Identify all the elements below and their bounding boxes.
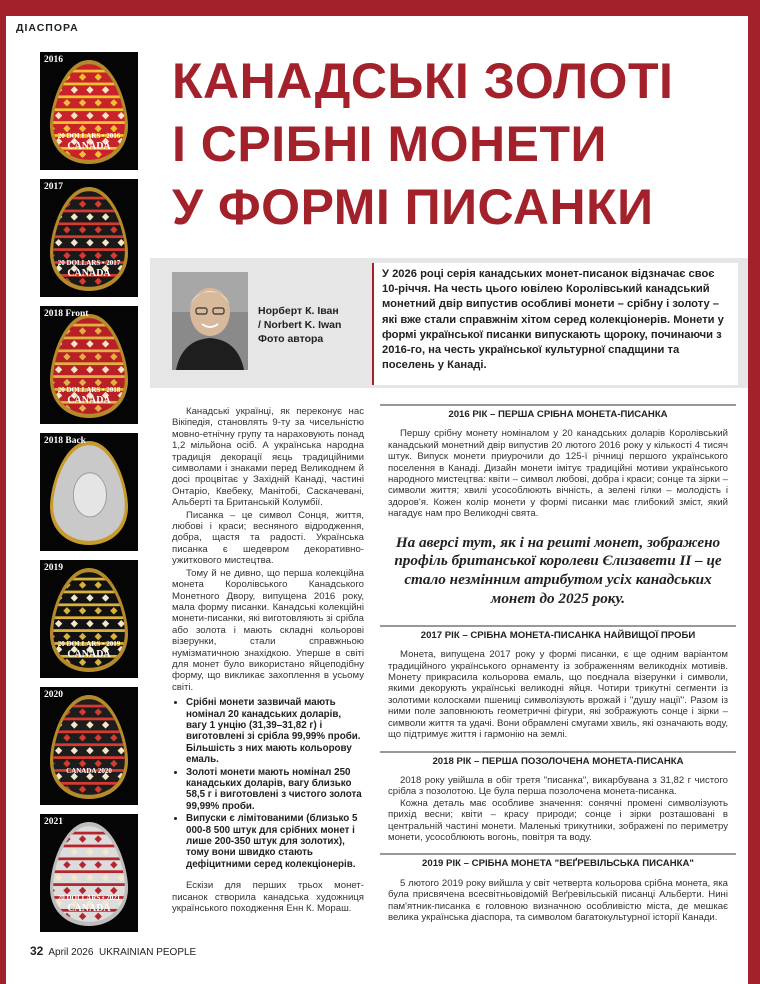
left-red-bar [0,16,6,984]
left-paragraph: Тому й не дивно, що перша колекційна монета Королівського Канадського Монетного Двору, випущена 2016 року, мала форму писанки. Канадські колекційні монети-писанки, які виготовляють зі срібла або золота і мають складні кольорові візерунки, стали справжньою нумізматичною знахідкою. Уперше в світі для монет було використано яйцеподібну форму, що викликає захоплення в усьому світі. [172,567,364,693]
fact-item: • Срібні монети зазвичай мають номінал 20 канадських доларів, вагу 1 унцію (31,39–31,82 г) і виготовлені зі срібла 99,99% проби. Більшість з них мають кольорову емаль. [186,697,364,765]
author-portrait-image [172,272,248,370]
fact-item: • Випуски є лімітованими (близько 5 000-8 500 штук для срібних монет і лише 200-350 штук для золотих), тому вони швидко стають дефіцитними серед колекціонерів. [186,813,364,870]
section-text-2019: 5 лютого 2019 року вийшла у світ четверта кольорова срібна монета, яка була присвячена всесвітньовідомій Веґревільській писанці Альберти. Нині пам'ятник-писанка є головною визначною особливістю міста, де мешкає велика українська діаспора, та символом багатокультурної історії Канади. [388,877,728,923]
issue-date: April 2026 [48,947,94,958]
coin-tile [40,687,138,805]
section-heading-2017: 2017 РІК – СРІБНА МОНЕТА-ПИСАНКА НАЙВИЩОЇ ПРОБИ [380,625,736,641]
coin-year-label: 2017 [44,182,63,192]
headline-line-1: КАНАДСЬКІ ЗОЛОТІ [172,53,674,109]
coin-year-label: 2021 [44,817,63,827]
author-photo [172,272,248,370]
left-column [172,406,364,915]
author-name-ua: Норберт К. Іван [258,305,339,317]
egg-coin-image [40,306,138,424]
coin-country: CANADA [67,141,111,152]
coin-gallery [40,52,138,941]
lead-accent-line [372,263,374,385]
section-heading-2018: 2018 РІК – ПЕРША ПОЗОЛОЧЕНА МОНЕТА-ПИСАНКА [380,751,736,767]
coin-tile [40,433,138,551]
headline [172,50,732,239]
coin-legend: 20 DOLLARS • 2021 [57,894,121,902]
coin-country: CANADA [67,903,111,914]
egg-coin-image [40,560,138,678]
coin-year-label: 2018 Back [44,436,86,446]
fact-item: • Золоті монети мають номінал 250 канадських доларів, вагу близько 58,5 г і виготовлені з чистого золота 99,99% проби. [186,767,364,813]
author-credit [258,304,362,346]
right-column [380,404,736,923]
coin-country: CANADA [67,649,111,660]
egg-coin-image [40,814,138,932]
magazine-name: UKRAINIAN PEOPLE [98,947,197,958]
author-name-en: / Norbert K. Iwan [258,319,342,331]
section-text-2017: Монета, випущена 2017 року у формі писанки, є ще одним варіантом традиційного українського орнаменту із зображенням великодніх мотивів. Монету прикрасила кольорова емаль, що поєднала візерунки і символи, якими декорують українські великодні яйця. Чотири трикутні сегменти із золотими колосками пшениці символізують врожай і "душу нації". Разом із ними поле заповнюють геометричні фігури, які зображують сонце і зірки – символи життя та удачі. Вони обрамлені смугами хвиль, які означають воду, що підтримує життя і гармонію на землі. [388,649,728,741]
left-paragraph: Писанка – це символ Сонця, життя, любові і краси; весняного відродження, добра, щастя та радості. Українська писанка є шедевром декоративно-ужиткового мистецтва. [172,509,364,567]
egg-coin-image [40,179,138,297]
section-heading-2016: 2016 РІК – ПЕРША СРІБНА МОНЕТА-ПИСАНКА [380,404,736,420]
section-text-2016: Першу срібну монету номіналом у 20 канадських доларів Королівський канадський монетний двір випустив 20 лютого 2016 року у кількості 4 тисяч штук. Випуск монети приурочили до 125-ї річниці першого українського поселення в Канаді. Дизайн монети імітує традиційні мотиви українського народного мистецтва: квіти – символ любові, добра і краси; сонце та зірки – символи життя; хвилі усособлюють вічність, а зелені гілки – молодість і здоров'я. Кожен колір монети у формі писанки має глибокий зміст, який нагадує нам про Великодні свята. [388,428,728,520]
coin-year-label: 2018 Front [44,309,89,319]
coin-tile [40,560,138,678]
headline-line-3: У ФОРМІ ПИСАНКИ [172,179,654,235]
page-footer [30,944,196,958]
coin-tile [40,814,138,932]
coin-legend: 20 DOLLARS • 2018 [57,386,121,394]
coin-country: CANADA [67,268,111,279]
coin-country: CANADA [67,395,111,406]
coin-tile [40,52,138,170]
egg-coin-image [40,433,138,551]
egg-coin-image [40,52,138,170]
egg-coin-image [40,687,138,805]
pull-quote: На аверсі тут, як і на решті монет, зображено профіль британської королеви Єлизавети II – це стало незмінним атрибутом усіх канадських монет до 2025 року. [394,533,722,608]
left-paragraph: Канадські українці, як переконує нас Вікіпедія, становлять 9-ту за чисельністю мовно-етнічну групу та нараховують понад 1,2 мільйона осіб. А українська народна традиція декорації яєць традиційними символами і знаками перед Великоднем й досі процвітає у Західній Канаді, частині Онтаріо, Квебеку, Манітобі, Саскачевані, Альберті та Британській Колумбії. [172,406,364,509]
right-red-bar [748,0,760,984]
top-red-bar [0,0,760,16]
coin-legend: 20 DOLLARS • 2016 [57,132,121,140]
page-number: 32 [30,944,44,958]
coin-legend: 20 DOLLARS • 2019 [57,640,121,648]
photo-credit: Фото автора [258,333,324,345]
section-tag: ДІАСПОРА [16,22,79,34]
coin-legend: 20 DOLLARS • 2017 [57,259,121,267]
facts-list [172,697,364,870]
left-closing-paragraph: Ескізи для перших трьох монет-писанок створила канадська художниця українського походження Енн К. Мораш. [172,880,364,915]
section-heading-2019: 2019 РІК – СРІБНА МОНЕТА "ВЕҐРЕВІЛЬСЬКА ПИСАНКА" [380,853,736,869]
coin-year-label: 2016 [44,55,63,65]
section-text-2018-2: Кожна деталь має особливе значення: сонячні промені символізують прихід весни; квіти – красу природи; сонце і зірки розташовані в центральній частині монети. Маленькі трикутники, зображені по периметру монети, усособлюють вогонь, повітря та воду. [388,797,728,843]
lead-paragraph: У 2026 році серія канадських монет-писанок відзначає своє 10-річчя. На честь цього ювілею Королівський канадський монетний двір випустив особливі монети – срібну і золоту – які вже стали справжнім хітом серед колекціонерів. Монети у формі української писанки випускають щороку, починаючи з 2016-го, на честь української культурної спадщини та поселень у Канаді. [372,263,738,385]
coin-tile [40,179,138,297]
coin-legend: CANADA 2020 [66,767,112,775]
headline-line-2: І СРІБНІ МОНЕТИ [172,116,607,172]
section-text-2018-1: 2018 року увійшла в обіг третя "писанка", викарбувана з 31,82 г чистого срібла з позолотою. Це була перша позолочена монета-писанка. [388,774,728,798]
coin-tile [40,306,138,424]
coin-year-label: 2020 [44,690,63,700]
coin-year-label: 2019 [44,563,63,573]
